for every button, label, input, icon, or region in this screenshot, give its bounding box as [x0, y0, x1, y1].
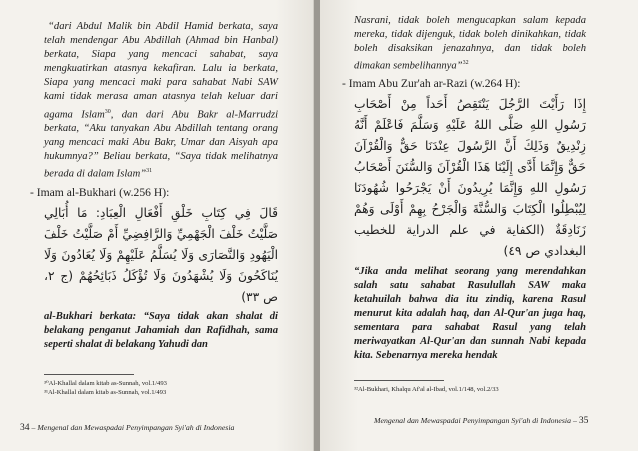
left-footnotes [44, 374, 278, 397]
left-paragraph-1-text: “dari Abdul Malik bin Abdil Hamid berkata, saya telah mendengar Abu Abdillah (Ahmad bin Hanbal) berkata, Siapa yang mencaci sahabat, saya mengkuatirkan atasnya kekafiran. Lalu ia berkata, Siapa yang mencaci maki para sahabat Nabi SAW kami tidak merasa aman atasnya telah keluar dari agama Islam [44, 21, 278, 121]
left-paragraph-1-continuation: , dan dari Abu Bakr al-Marrudzi berkata, “Aku tanyakan Abu Abdillah tentang orang yang mencaci maki Abu Bakr, Umar dan Aisyah apa hukumnya?” Beliau berkata, “Saya tidak melihatnya berada di dalam Islam” [44, 109, 279, 180]
left-footer [20, 422, 234, 433]
footnote-divider [354, 380, 444, 381]
footer-dash: – [572, 416, 579, 425]
footnote-32: ³²Al-Bukhari, Khalqu Af'al al-Ibad, vol.1/148, vol.2/33 [354, 386, 499, 393]
right-paragraph-1-text: Nasrani, tidak boleh mengucapkan salam kepada mereka, tidak dijenguk, tidak boleh dinikahkan, tidak boleh disaksikan jenazahnya, dan tidak boleh dimakan sembelihannya” [354, 15, 586, 72]
page-number-34: 34 [20, 422, 30, 433]
page-number-35: 35 [578, 415, 589, 426]
section-heading-bukhari: - Imam al-Bukhari (w.256 H): [30, 186, 170, 200]
right-footnotes [354, 380, 586, 394]
footnote-ref-32: 32 [462, 60, 469, 67]
left-page-body [30, 20, 279, 352]
running-title: Mengenal dan Mewaspadai Penyimpangan Syi'ah di Indonesia [374, 416, 571, 425]
left-paragraph-2: al-Bukhari berkata: “Saya tidak akan shalat di belakang penganut Jahamiah dan Rafidhah, sama seperti shalat di belakang Yahudi dan [44, 311, 278, 351]
running-title: Mengenal dan Mewaspadai Penyimpangan Syi'ah di Indonesia [37, 423, 235, 432]
left-paragraph-1 [44, 20, 278, 182]
footnote-divider [44, 374, 134, 375]
footnote-31: ³¹Al-Khallal dalam kitab as-Sunnah, vol.1/493 [44, 389, 167, 396]
footer-dash: – [31, 423, 38, 432]
right-page-body [342, 14, 586, 364]
footnote-ref-31: 31 [146, 168, 153, 175]
right-footer [374, 415, 588, 426]
footnote-ref-30: 30 [104, 108, 111, 115]
arabic-quote-bukhari: قَالَ فِي كِتَابِ خَلْقِ أَفْعَالِ الْعِبَادِ: مَا أُبَالِي صَلَّيْتُ خَلْفَ الْجَهْمِيِّ وَالرَّافِضِيِّ أَمْ صَلَّيْتُ خَلْفَ الْيَهُودِ وَالنَّصَارَى وَلَا يُسَلَّمُ عَلَيْهِمْ وَلَا يُعَادُونَ وَلَا يُنَاكَحُونَ وَلَا يُشْهَدُونَ وَلَا تُؤْكَلُ ذَبَائِحُهُمْ (ج ٢، ص ٣٣) [44, 206, 278, 305]
right-paragraph-1 [354, 14, 586, 74]
section-heading-abu-zurah: - Imam Abu Zur'ah ar-Razi (w.264 H): [342, 76, 521, 90]
right-paragraph-2: “Jika anda melihat seorang yang merendahkan salah satu sahabat Rasulullah SAW maka ketahuilah bahwa dia itu zindiq, karena Rasul menurut kita adalah haq, dan Al-Qur'an juga haq, sementara para sahabat Rasul yang telah meriwayatkan Al-Qur'an dan sunnah Nabi kepada kita. Sebenarnya mereka hendak [354, 265, 586, 362]
footnote-30: ³⁰Al-Khallal dalam kitab as-Sunnah, vol.1/493 [44, 380, 167, 387]
arabic-quote-abu-zurah: إِذَا رَأَيْتَ الرَّجُلَ يَنْتَقِصُ أَحَداً مِنْ أَصْحَابِ رَسُولِ اللهِ صَلَّى اللهُ عَلَيْهِ وَسَلَّمَ فَاعْلَمْ أَنَّهُ زِنْدِيقٌ وَذَلِكَ أَنَّ الرَّسُولَ عِنْدَنَا حَقٌّ وَالْقُرْآنَ حَقٌّ وَإِنَّمَا أَدَّى إِلَيْنَا هَذَا الْقُرْآنَ وَالسُّنَنَ أَصْحَابُ رَسُولِ اللهِ وَإِنَّمَا يُرِيدُونَ أَنْ يَجْرَحُوا شُهُودَنَا لِيُبْطِلُوا الْكِتَابَ وَالسُّنَّةَ وَالْجَرْحُ بِهِمْ أَوْلَى وَهُمْ زَنَادِقَةٌ (الكفاية في علم الدراية للخطيب البغدادي ص ٤٩) [354, 96, 586, 258]
